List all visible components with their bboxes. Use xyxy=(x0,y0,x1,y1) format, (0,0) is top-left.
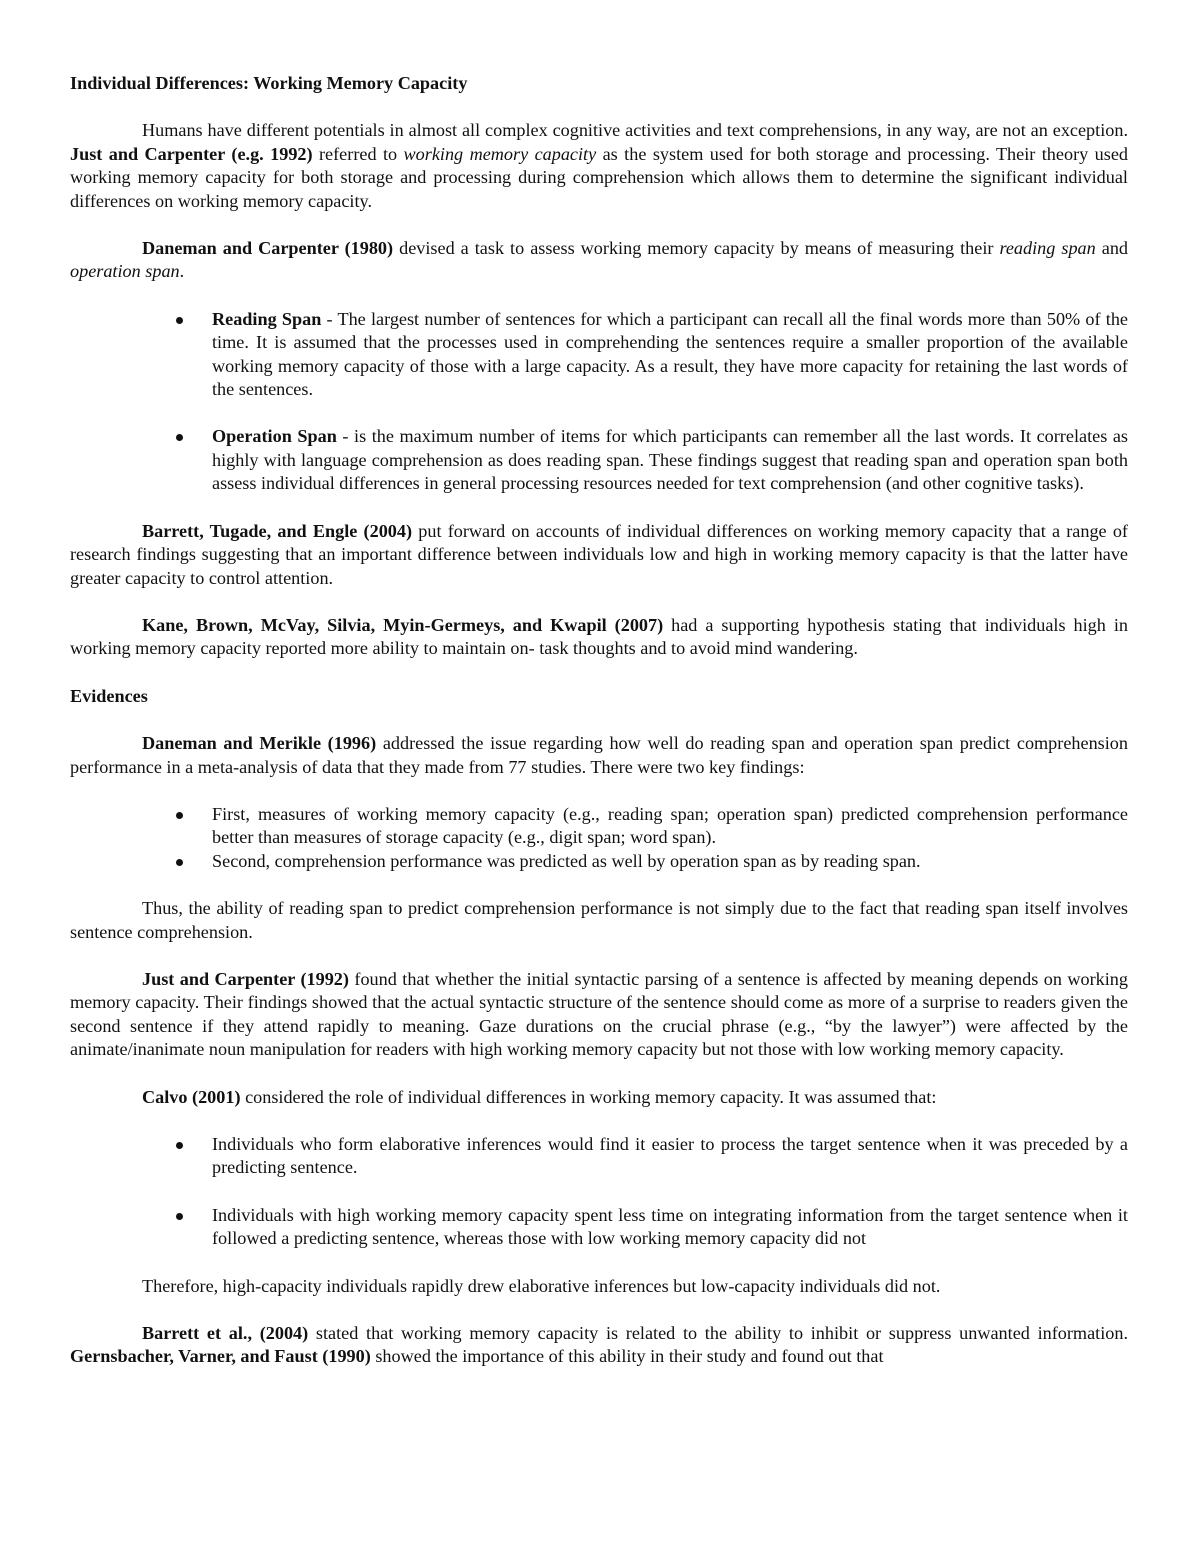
barrett-et-al-text: stated that working memory capacity is related to the ability to inhibit or suppress unwanted information. xyxy=(308,1323,1128,1344)
list-item xyxy=(70,308,1128,402)
list-item xyxy=(70,850,1128,873)
paragraph-daneman-merikle xyxy=(70,732,1128,779)
intro-text-1: Humans have different potentials in almost all complex cognitive activities and text comprehensions, in any way, are not an exception. xyxy=(142,120,1128,141)
intro-text-3: as the system used for both storage and processing. Their theory used working memory capacity for both storage and processing during comprehension which allows them to determine the significant individual differences on working memory capacity. xyxy=(70,143,1128,211)
span-definitions-list xyxy=(70,308,1128,496)
bullet-icon xyxy=(176,317,183,324)
bullet-icon xyxy=(176,859,183,866)
list-item xyxy=(70,803,1128,850)
calvo-text: considered the role of individual differences in working memory capacity. It was assumed that: xyxy=(240,1086,937,1107)
definition-text: - is the maximum number of items for which participants can remember all the last words. It correlates as highly with language comprehension as does reading span. These findings suggest that reading span and operation span both assess individual differences in general processing resources needed for text comprehension (and other cognitive tasks). xyxy=(212,426,1128,494)
bullet-icon xyxy=(176,812,183,819)
paragraph-kane xyxy=(70,614,1128,661)
daneman-text-1: devised a task to assess working memory capacity by means of measuring their xyxy=(393,238,1000,259)
paragraph-barrett-2004 xyxy=(70,1322,1128,1369)
section-heading-evidences: Evidences xyxy=(70,685,148,706)
intro-text-2: referred to xyxy=(312,143,404,164)
citation-just-carpenter-1992: Just and Carpenter (1992) xyxy=(142,968,349,989)
citation-calvo: Calvo (2001) xyxy=(142,1086,241,1107)
bullet-icon xyxy=(176,1213,183,1220)
daneman-merikle-text: addressed the issue regarding how well do reading span and operation span predict comprehension performance in a meta-analysis of data that they made from 77 studies. There were two key findings: xyxy=(70,733,1128,777)
citation-kane-et-al: Kane, Brown, McVay, Silvia, Myin-Germeys, and Kwapil (2007) xyxy=(142,614,664,635)
paragraph-daneman-carpenter xyxy=(70,237,1128,284)
citation-barrett-tugade-engle: Barrett, Tugade, and Engle (2004) xyxy=(142,520,413,541)
assumption-text: Individuals with high working memory capacity spent less time on integrating information from the target sentence when it followed a predicting sentence, whereas those with low working memory capacity did not xyxy=(212,1204,1128,1249)
list-item xyxy=(70,1133,1128,1180)
bullet-icon xyxy=(176,1142,183,1149)
paragraph-therefore: Therefore, high-capacity individuals rapidly drew elaborative inferences but low-capacity individuals did not. xyxy=(142,1275,941,1296)
finding-text: First, measures of working memory capacity (e.g., reading span; operation span) predicted comprehension performance better than measures of storage capacity (e.g., digit span; word span). xyxy=(212,803,1128,848)
term-reading-span: reading span xyxy=(999,238,1096,259)
document-page xyxy=(70,72,1128,1393)
daneman-text-2: and xyxy=(1095,238,1129,259)
barrett-text: put forward on accounts of individual differences on working memory capacity that a range of research findings suggesting that an important difference between individuals low and high in working memory capacity is that the latter have greater capacity to control attention. xyxy=(70,520,1128,588)
calvo-assumptions-list xyxy=(70,1133,1128,1251)
paragraph-barrett xyxy=(70,520,1128,590)
daneman-text-3: . xyxy=(179,261,185,282)
citation-just-carpenter: Just and Carpenter (e.g. 1992) xyxy=(70,143,313,164)
term-label: Reading Span xyxy=(212,308,322,329)
kane-text: had a supporting hypothesis stating that individuals high in working memory capacity reported more ability to maintain on- task thoughts and to avoid mind wandering. xyxy=(70,614,1128,659)
paragraph-just-carpenter-1992 xyxy=(70,968,1128,1062)
term-working-memory-capacity: working memory capacity xyxy=(403,143,597,164)
citation-daneman-carpenter: Daneman and Carpenter (1980) xyxy=(142,238,394,259)
term-label: Operation Span xyxy=(212,426,337,447)
paragraph-intro xyxy=(70,119,1128,213)
key-findings-list xyxy=(70,803,1128,873)
paragraph-thus: Thus, the ability of reading span to predict comprehension performance is not simply due to the fact that reading span itself involves sentence comprehension. xyxy=(70,898,1128,942)
citation-barrett-et-al: Barrett et al., (2004) xyxy=(142,1323,309,1344)
citation-gernsbacher: Gernsbacher, Varner, and Faust (1990) xyxy=(70,1346,371,1367)
finding-text: Second, comprehension performance was predicted as well by operation span as by reading span. xyxy=(212,850,921,871)
citation-daneman-merikle: Daneman and Merikle (1996) xyxy=(142,733,377,754)
paragraph-calvo xyxy=(70,1086,1128,1109)
term-operation-span: operation span xyxy=(70,261,180,282)
just-carpenter-text: found that whether the initial syntactic parsing of a sentence is affected by meaning depends on working memory capacity. Their findings showed that the actual syntactic structure of the sentence should come as more of a surprise to readers given the second sentence if they attend rapidly to meaning. Gaze durations on the crucial phrase (e.g., “by the lawyer”) were affected by the animate/inanimate noun manipulation for readers with high working memory capacity but not those with low working memory capacity. xyxy=(70,968,1128,1060)
bullet-icon xyxy=(176,434,183,441)
gernsbacher-text: showed the importance of this ability in their study and found out that xyxy=(370,1346,884,1367)
list-item xyxy=(70,1204,1128,1251)
definition-text: - The largest number of sentences for which a participant can recall all the final words more than 50% of the time. It is assumed that the processes used in comprehending the sentences require a smaller proportion of the available working memory capacity of those with a large capacity. As a result, they have more capacity for retaining the last words of the sentences. xyxy=(212,308,1128,400)
list-item xyxy=(70,425,1128,495)
document-title: Individual Differences: Working Memory Capacity xyxy=(70,73,468,93)
assumption-text: Individuals who form elaborative inferences would find it easier to process the target sentence when it was preceded by a predicting sentence. xyxy=(212,1134,1128,1178)
